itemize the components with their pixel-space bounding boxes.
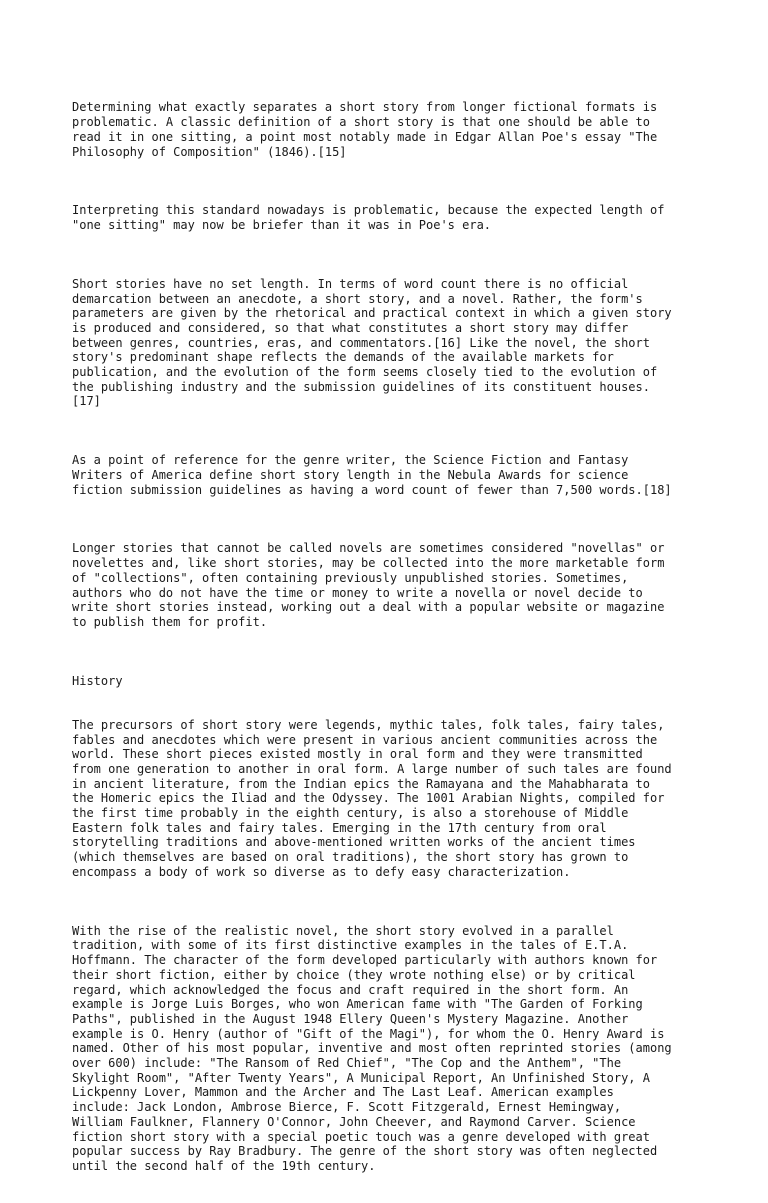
history-heading: History xyxy=(72,673,123,688)
paragraph-precursors: The precursors of short story were legends, mythic tales, folk tales, fairy tales, fables and anecdotes which were present in various ancient communities across the world. These short pieces existed mostly in oral form and they were transmitted from one generation to another in oral form. A large number of such tales are found in ancient literature, from the Indian epics the Ramayana and the Mahabharata to the Homeric epics the Iliad and the Odyssey. The 1001 Arabian Nights, compiled for the first time probably in the eighth century, is also a storehouse of Middle Eastern folk tales and fairy tales. Emerging in the 17th century from oral storytelling traditions and above-mentioned written works of the ancient times (which themselves are based on oral traditions), the short story has grown to encompass a body of work so diverse as to defy easy characterization. xyxy=(72,717,672,879)
paragraph-nebula: As a point of reference for the genre writer, the Science Fiction and Fantasy Writers of America define short story length in the Nebula Awards for science fiction submission guidelines as having a word count of fewer than 7,500 words.[18] xyxy=(72,453,672,497)
paragraph-length: Short stories have no set length. In terms of word count there is no official demarcation between an anecdote, a short story, and a novel. Rather, the form's parameters are given by the rhetorical and practical context in which a given story is produced and considered, so that what constitutes a short story may differ between genres, countries, eras, and commentators.[16] Like the novel, the short story's predominant shape reflects the demands of the available markets for publication, and the evolution of the form seems closely tied to the evolution of the publishing industry and the submission guidelines of its constituent houses. [17] xyxy=(72,276,672,409)
paragraph-novellas: Longer stories that cannot be called novels are sometimes considered "novellas" or novelettes and, like short stories, may be collected into the more marketable form of "collections", often containing previously unpublished stories. Sometimes, authors who do not have the time or money to write a novella or novel decide to write short stories instead, working out a deal with a popular website or magazine to publish them for profit. xyxy=(72,541,665,629)
paragraph-one-sitting: Interpreting this standard nowadays is problematic, because the expected length of "one sitting" may now be briefer than it was in Poe's era. xyxy=(72,203,665,233)
paragraph-realistic-novel: With the rise of the realistic novel, the short story evolved in a parallel tradition, with some of its first distinctive examples in the tales of E.T.A. Hoffmann. The character of the form developed particularly with authors known for their short fiction, either by choice (they wrote nothing else) or by critical regard, which acknowledged the focus and craft required in the short form. An example is Jorge Luis Borges, who won American fame with "The Garden of Forking Paths", published in the August 1948 Ellery Queen's Mystery Magazine. Another example is O. Henry (author of "Gift of the Magi"), for whom the O. Henry Award is named. Other of his most popular, inventive and most often reprinted stories (among over 600) include: "The Ransom of Red Chief", "The Cop and the Anthem", "The Skylight Room", "After Twenty Years", A Municipal Report, An Unfinished Story, A Lickpenny Lover, Mammon and the Archer and The Last Leaf. American examples include: Jack London, Ambrose Bierce, F. Scott Fitzgerald, Ernest Hemingway, William Faulkner, Flannery O'Connor, John Cheever, and Raymond Carver. Science fiction short story with a special poetic touch was a genre developed with great popular success by Ray Bradbury. The genre of the short story was often neglected until the second half of the 19th century. xyxy=(72,923,672,1173)
document-page xyxy=(72,71,702,1203)
paragraph-definition: Determining what exactly separates a short story from longer fictional formats is problematic. A classic definition of a short story is that one should be able to read it in one sitting, a point most notably made in Edgar Allan Poe's essay "The Philosophy of Composition" (1846).[15] xyxy=(72,100,658,159)
